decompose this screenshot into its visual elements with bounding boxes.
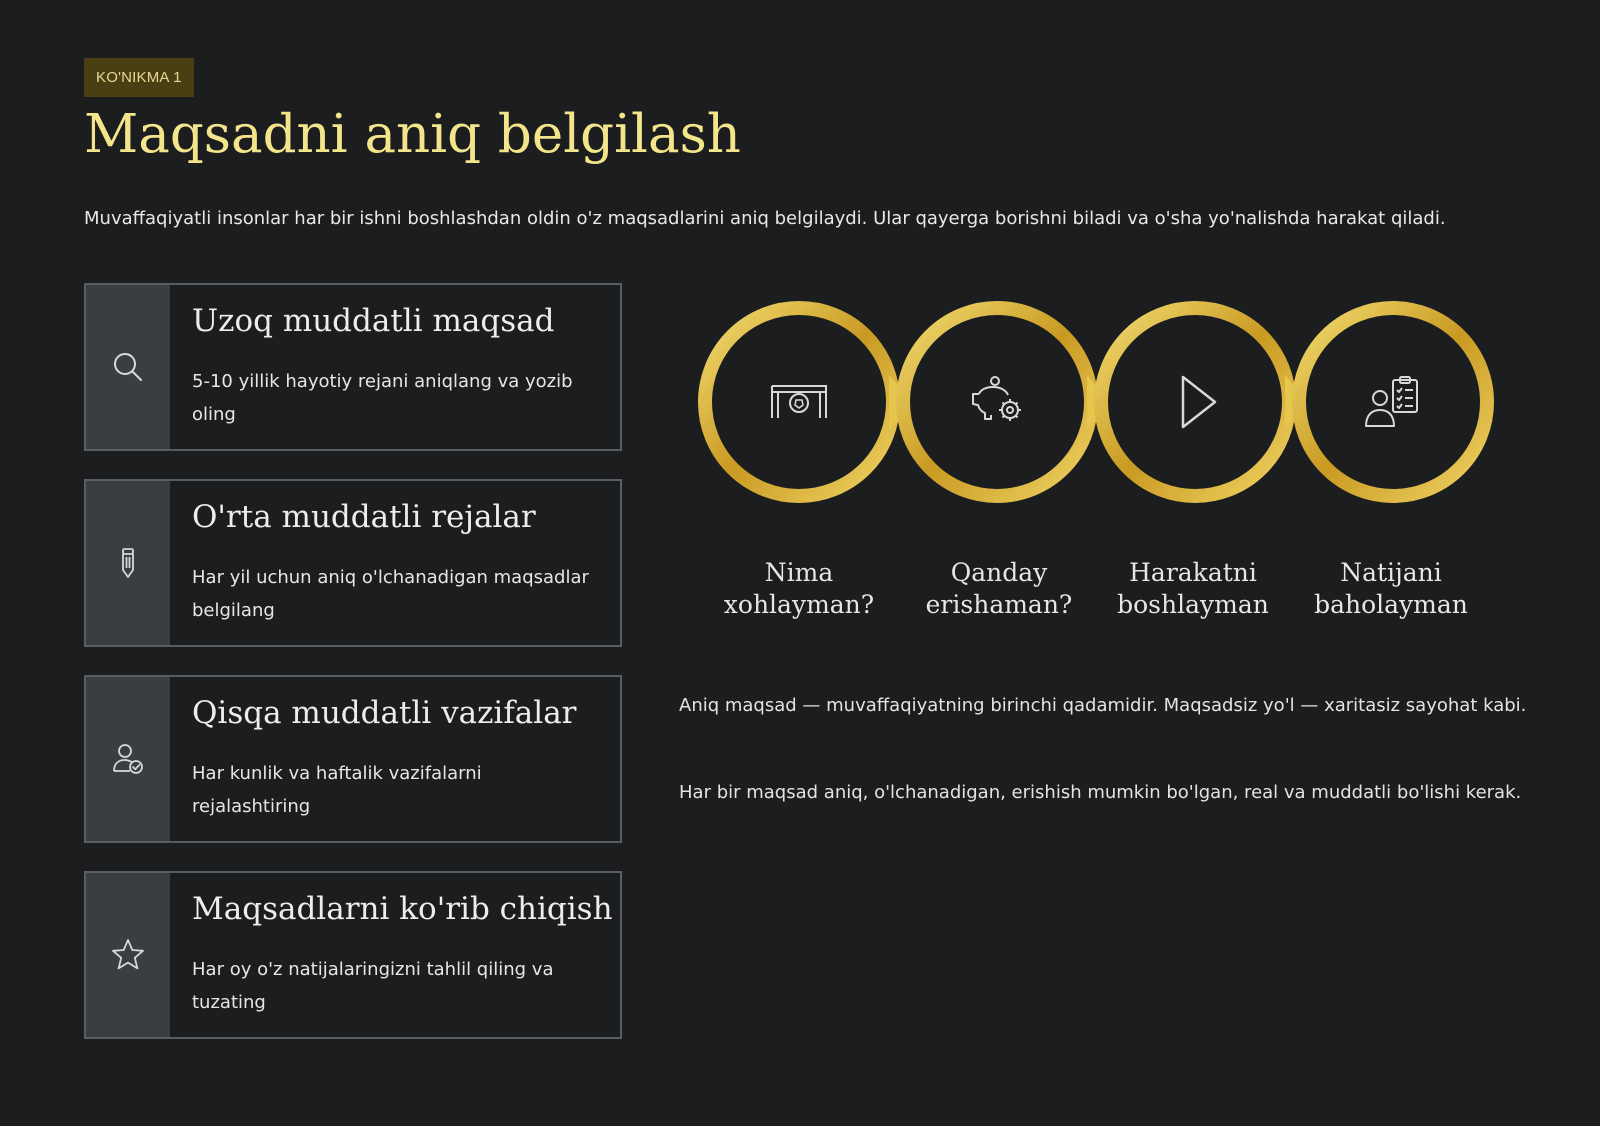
summary-paragraph-2: Har bir maqsad aniq, o'lchanadigan, erishish mumkin bo'lgan, real va muddatli bo'lishi kerak. bbox=[679, 782, 1522, 803]
card-title: O'rta muddatli rejalar bbox=[192, 499, 536, 535]
step-circle-3 bbox=[1088, 295, 1302, 509]
card-description: 5-10 yillik hayotiy rejani aniqlang va yozib oling bbox=[192, 371, 573, 425]
card-title: Qisqa muddatli vazifalar bbox=[192, 695, 577, 731]
user-check-icon bbox=[109, 740, 147, 778]
pencil-icon bbox=[109, 544, 147, 582]
step-circle-4 bbox=[1286, 295, 1500, 509]
step-label-1: Nima xohlayman? bbox=[723, 558, 875, 619]
play-icon bbox=[1165, 372, 1225, 432]
step-circle-2 bbox=[890, 295, 1104, 509]
skill-badge: KO'NIKMA 1 bbox=[84, 58, 194, 97]
card-icon-panel bbox=[86, 677, 170, 841]
piggy-bank-gear-icon bbox=[967, 372, 1027, 432]
card-long-term bbox=[84, 283, 622, 451]
card-review bbox=[84, 871, 622, 1039]
user-clipboard-icon bbox=[1363, 372, 1423, 432]
step-circle-1 bbox=[692, 295, 906, 509]
step-label-3: Harakatni boshlayman bbox=[1117, 558, 1269, 619]
card-icon-panel bbox=[86, 285, 170, 449]
star-icon bbox=[109, 936, 147, 974]
card-icon-panel bbox=[86, 873, 170, 1037]
card-description: Har yil uchun aniq o'lchanadigan maqsadlar belgilang bbox=[192, 567, 589, 621]
card-short-term bbox=[84, 675, 622, 843]
card-mid-term bbox=[84, 479, 622, 647]
summary-paragraph-1: Aniq maqsad — muvaffaqiyatning birinchi qadamidir. Maqsadsiz yo'l — xaritasiz sayohat kabi. bbox=[679, 695, 1527, 716]
search-icon bbox=[109, 348, 147, 386]
soccer-goal-icon bbox=[769, 372, 829, 432]
card-title: Uzoq muddatli maqsad bbox=[192, 303, 555, 339]
card-title: Maqsadlarni ko'rib chiqish bbox=[192, 891, 613, 927]
card-description: Har kunlik va haftalik vazifalarni rejalashtiring bbox=[192, 763, 482, 817]
card-description: Har oy o'z natijalaringizni tahlil qiling va tuzating bbox=[192, 959, 554, 1013]
intro-text: Muvaffaqiyatli insonlar har bir ishni boshlashdan oldin o'z maqsadlarini aniq belgilaydi. Ular qayerga borishni biladi va o'sha yo'nalishda harakat qiladi. bbox=[84, 208, 1446, 229]
card-icon-panel bbox=[86, 481, 170, 645]
step-label-2: Qanday erishaman? bbox=[925, 558, 1073, 619]
step-label-4: Natijani baholayman bbox=[1314, 558, 1468, 619]
page-title: Maqsadni aniq belgilash bbox=[84, 104, 741, 165]
